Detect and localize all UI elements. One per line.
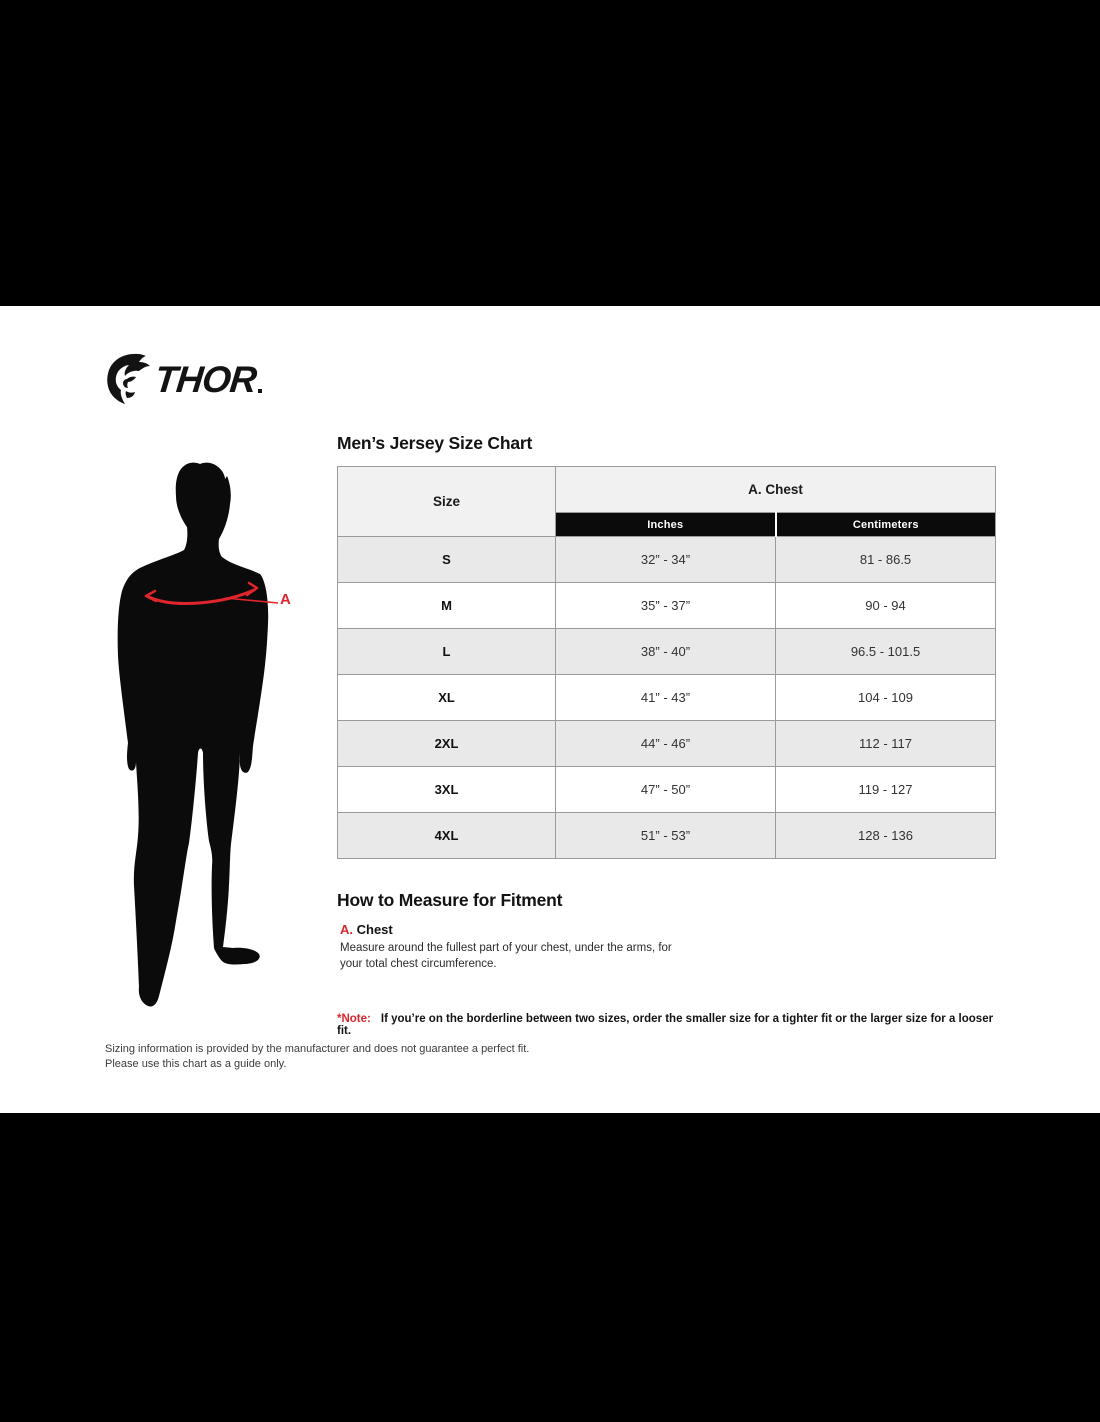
sizing-note	[337, 1013, 997, 1037]
note-label: *Note:	[337, 1013, 371, 1025]
measure-item-title	[340, 922, 685, 937]
size-label-cell: M	[338, 583, 556, 629]
page-title: Men’s Jersey Size Chart	[337, 433, 533, 453]
size-table-body	[338, 537, 996, 859]
measure-item-chest	[340, 922, 685, 972]
size-label-cell: S	[338, 537, 556, 583]
bottom-black-bar	[0, 1113, 1100, 1422]
size-label-cell: XL	[338, 675, 556, 721]
size-table-row	[338, 583, 996, 629]
centimeters-value-cell: 128 - 136	[776, 813, 996, 859]
size-table-row	[338, 675, 996, 721]
size-label-cell: 4XL	[338, 813, 556, 859]
centimeters-value-cell: 96.5 - 101.5	[776, 629, 996, 675]
measurement-figure	[113, 450, 313, 1010]
chest-marker-label: A	[280, 591, 291, 608]
logo-trademark-dot	[258, 389, 262, 393]
measure-item-description: Measure around the fullest part of your chest, under the arms, for your total chest circumference.	[340, 942, 672, 970]
column-header-inches: Inches	[556, 513, 776, 537]
measure-item-letter: A.	[340, 922, 353, 937]
inches-value-cell: 51” - 53”	[556, 813, 776, 859]
size-label-cell: 2XL	[338, 721, 556, 767]
centimeters-value-cell: 119 - 127	[776, 767, 996, 813]
size-label-cell: 3XL	[338, 767, 556, 813]
note-text: If you’re on the borderline between two sizes, order the smaller size for a tighter fit or the larger size for a looser fit.	[337, 1013, 994, 1037]
inches-value-cell: 35” - 37”	[556, 583, 776, 629]
column-header-chest-group: A. Chest	[556, 467, 996, 513]
size-table-row	[338, 537, 996, 583]
centimeters-value-cell: 104 - 109	[776, 675, 996, 721]
centimeters-value-cell: 81 - 86.5	[776, 537, 996, 583]
column-header-centimeters: Centimeters	[776, 513, 996, 537]
goat-head-icon	[105, 353, 151, 405]
male-silhouette-icon	[113, 450, 313, 1010]
top-black-bar	[0, 0, 1100, 306]
inches-value-cell: 44” - 46”	[556, 721, 776, 767]
inches-value-cell: 32” - 34”	[556, 537, 776, 583]
measure-section-heading: How to Measure for Fitment	[337, 890, 563, 910]
size-table-row	[338, 629, 996, 675]
disclaimer-line-1: Sizing information is provided by the manufacturer and does not guarantee a perfect fit.	[105, 1043, 530, 1055]
size-table-row	[338, 721, 996, 767]
measure-item-name: Chest	[353, 922, 393, 937]
size-table-row	[338, 813, 996, 859]
centimeters-value-cell: 112 - 117	[776, 721, 996, 767]
inches-value-cell: 38” - 40”	[556, 629, 776, 675]
size-label-cell: L	[338, 629, 556, 675]
inches-value-cell: 41” - 43”	[556, 675, 776, 721]
thor-logo	[105, 353, 262, 405]
column-header-size: Size	[338, 467, 556, 537]
brand-name: THOR	[152, 359, 258, 400]
disclaimer	[105, 1042, 529, 1071]
table-header-row-1	[338, 467, 996, 513]
disclaimer-line-2: Please use this chart as a guide only.	[105, 1057, 287, 1070]
size-chart-table	[337, 466, 996, 859]
size-table-row	[338, 767, 996, 813]
centimeters-value-cell: 90 - 94	[776, 583, 996, 629]
inches-value-cell: 47” - 50”	[556, 767, 776, 813]
